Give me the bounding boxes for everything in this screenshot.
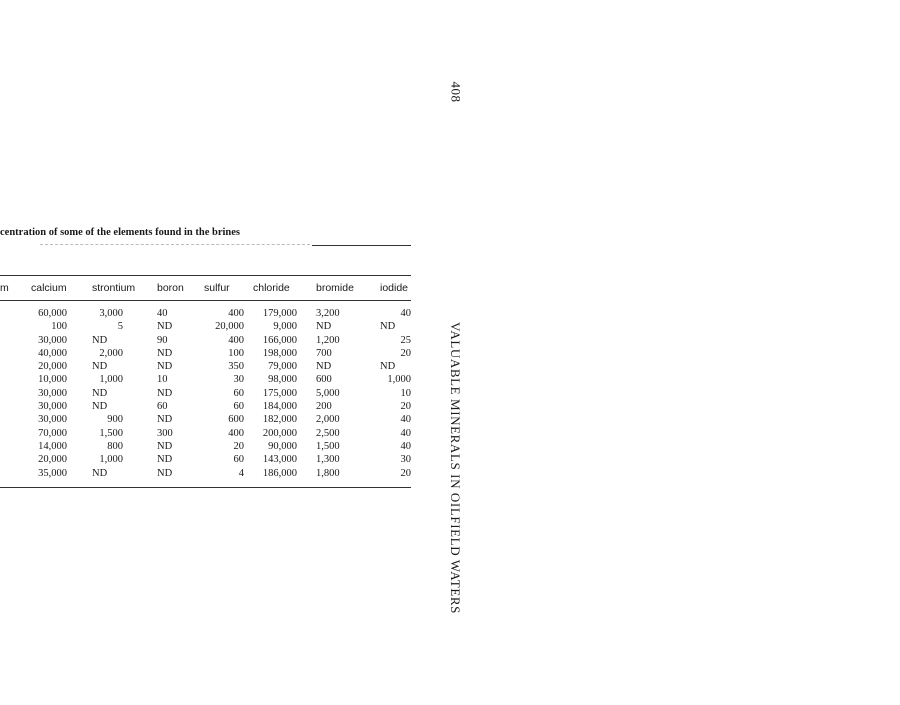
cell-bromide: 1,500 [316,440,340,452]
header-bromide: bromide [316,282,354,294]
cell-strontium: 1,000 [99,374,123,386]
cell-iodide: 40 [400,308,411,319]
cell-bromide: 3,200 [316,308,340,319]
cell-sulfur: 60 [233,387,244,399]
cell-strontium: 2,000 [99,347,123,359]
table-row [0,374,411,387]
cell-calcium: 60,000 [38,308,67,319]
cell-boron: ND [157,361,173,373]
cell-boron: ND [157,321,173,333]
cell-sulfur: 4 [238,467,244,479]
cell-iodide: 40 [400,414,411,426]
cell-sulfur: 30 [233,374,244,386]
cell-chloride: 182,000 [262,414,297,426]
cell-bromide: 5,000 [316,387,340,399]
cell-boron: 60 [157,401,168,413]
cell-strontium: ND [92,401,108,413]
cell-iodide: ND [380,361,396,373]
cell-strontium: ND [92,387,108,399]
table-row [0,335,411,348]
cell-iodide: 30 [400,454,411,466]
cell-bromide: 1,300 [316,454,340,466]
cell-calcium: 35,000 [38,467,67,479]
cell-calcium: 30,000 [38,401,67,413]
cell-sulfur: 20,000 [215,321,244,333]
cell-chloride: 198,000 [262,347,297,359]
table-row [0,441,411,454]
table-row [0,401,411,414]
cell-strontium: 900 [107,414,123,426]
table-row [0,308,411,321]
table-top-rule [0,275,411,276]
cell-sulfur: 60 [233,401,244,413]
cell-calcium: 100 [51,321,67,333]
cell-chloride: 90,000 [268,440,297,452]
table-row [0,388,411,401]
cell-sulfur: 400 [228,427,244,439]
running-head: VALUABLE MINERALS IN OILFIELD WATERS [448,322,463,614]
table-header-rule [0,300,411,301]
header-calcium: calcium [31,282,67,294]
cell-iodide: 10 [400,387,411,399]
table-row [0,428,411,441]
caption-rule-divider [312,245,411,246]
cell-boron: ND [157,387,173,399]
caption-dashes-divider [40,244,310,245]
cell-chloride: 200,000 [262,427,297,439]
cell-sulfur: 350 [228,361,244,373]
cell-boron: 90 [157,334,168,346]
cell-sulfur: 20 [233,440,244,452]
header-chloride: chloride [253,282,290,294]
cell-strontium: 3,000 [99,308,123,319]
cell-chloride: 166,000 [262,334,297,346]
table-caption: centration of some of the elements found in the brines [0,227,241,238]
cell-iodide: 20 [400,347,411,359]
cell-bromide: 700 [316,347,332,359]
cell-chloride: 9,000 [273,321,297,333]
cell-calcium: 20,000 [38,361,67,373]
cell-bromide: 2,500 [316,427,340,439]
cell-calcium: 14,000 [38,440,67,452]
cell-chloride: 79,000 [268,361,297,373]
cell-strontium: ND [92,467,108,479]
cell-bromide: 1,800 [316,467,340,479]
cell-boron: 40 [157,308,168,319]
cell-calcium: 30,000 [38,414,67,426]
cell-iodide: 40 [400,440,411,452]
cell-chloride: 143,000 [262,454,297,466]
header-cut-column: m [0,282,9,294]
cell-strontium: 800 [107,440,123,452]
cell-iodide: ND [380,321,396,333]
cell-sulfur: 600 [228,414,244,426]
cell-chloride: 184,000 [262,401,297,413]
cell-bromide: ND [316,321,332,333]
cell-boron: ND [157,440,173,452]
cell-sulfur: 400 [228,334,244,346]
cell-boron: ND [157,467,173,479]
cell-calcium: 40,000 [38,347,67,359]
cell-iodide: 1,000 [387,374,411,386]
cell-boron: ND [157,454,173,466]
cell-iodide: 40 [400,427,411,439]
cell-chloride: 186,000 [262,467,297,479]
cell-strontium: ND [92,361,108,373]
cell-calcium: 30,000 [38,387,67,399]
header-sulfur: sulfur [204,282,230,294]
table-row [0,321,411,334]
table-header-row [0,282,411,296]
header-strontium: strontium [92,282,136,294]
cell-bromide: 2,000 [316,414,340,426]
table-row [0,468,411,481]
cell-boron: ND [157,414,173,426]
cell-strontium: ND [92,334,108,346]
table-bottom-rule [0,487,411,488]
cell-bromide: 200 [316,401,332,413]
table-row [0,348,411,361]
cell-calcium: 30,000 [38,334,67,346]
cell-sulfur: 60 [233,454,244,466]
header-boron: boron [157,282,184,294]
page-number: 408 [448,81,464,103]
cell-bromide: 1,200 [316,334,340,346]
cell-sulfur: 400 [228,308,244,319]
cell-strontium: 1,000 [99,454,123,466]
table-row [0,414,411,427]
cell-bromide: 600 [316,374,332,386]
cell-calcium: 20,000 [38,454,67,466]
cell-strontium: 5 [117,321,123,333]
cell-calcium: 70,000 [38,427,67,439]
cell-bromide: ND [316,361,332,373]
cell-iodide: 20 [400,467,411,479]
cell-strontium: 1,500 [99,427,123,439]
cell-chloride: 179,000 [262,308,297,319]
cell-calcium: 10,000 [38,374,67,386]
cell-sulfur: 100 [228,347,244,359]
table-row [0,454,411,467]
cell-boron: 10 [157,374,168,386]
cell-iodide: 25 [400,334,411,346]
data-table-body [0,308,411,481]
cell-boron: 300 [157,427,173,439]
cell-chloride: 98,000 [268,374,297,386]
cell-boron: ND [157,347,173,359]
cell-chloride: 175,000 [262,387,297,399]
table-row [0,361,411,374]
cell-iodide: 20 [400,401,411,413]
header-iodide: iodide [380,282,409,294]
